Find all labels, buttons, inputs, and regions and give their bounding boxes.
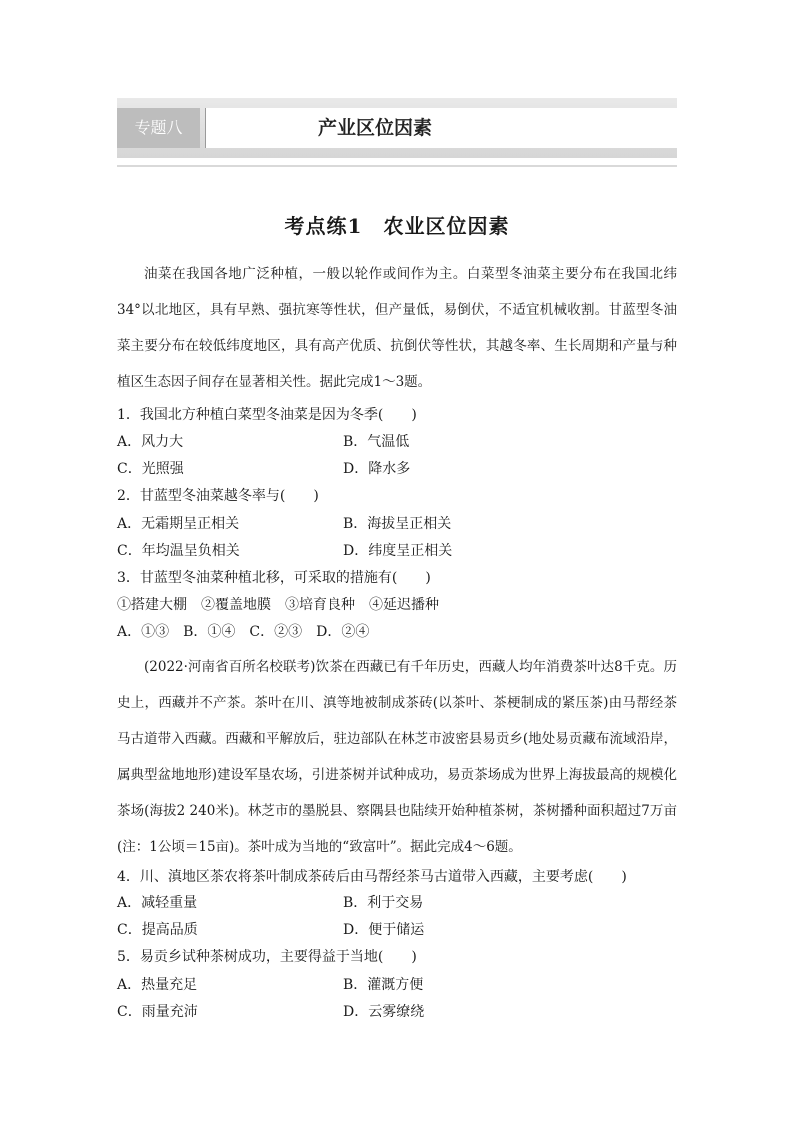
q5-option-d: D．云雾缭绕 [343, 1004, 425, 1020]
reading-passage-2: (2022·河南省百所名校联考)饮茶在西藏已有千年历史，西藏人均年消费茶叶达8千克。历史上，西藏并不产茶。茶叶在川、滇等地被制成茶砖(以茶叶、茶梗制成的紧压茶)由马帮经茶马古道带入西藏。西藏和平解放后，驻边部队在林芝市波密县易贡乡(地处易贡藏布流域沿岸，属典型盆地地形)建设军垦农场，引进茶树并试种成功，易贡茶场成为世界上海拔最高的规模化茶场(海拔2 240米)。林芝市的墨脱县、察隅县也陆续开始种植茶树，茶树播种面积超过7万亩(注：1公顷＝15亩)。茶叶成为当地的“致富叶”。据此完成4～6题。 [117, 659, 677, 855]
q1-option-b: B．气温低 [343, 434, 410, 450]
q1-option-c: C．光照强 [117, 461, 184, 477]
q2-option-c: C．年均温呈负相关 [117, 543, 240, 559]
q2-option-a: A．无霜期呈正相关 [117, 516, 240, 532]
q2-option-b: B．海拔呈正相关 [343, 516, 452, 532]
header-divider [117, 165, 677, 167]
q1-option-a: A．风力大 [117, 434, 184, 450]
q5-option-c: C．雨量充沛 [117, 1004, 198, 1020]
question-2-stem: 2．甘蓝型冬油菜越冬率与( ) [117, 488, 319, 504]
q5-option-b: B．灌溉方便 [343, 977, 424, 993]
q4-option-b: B．利于交易 [343, 895, 424, 911]
q4-option-c: C．提高品质 [117, 922, 198, 938]
reading-passage-1: 油菜在我国各地广泛种植，一般以轮作或间作为主。白菜型冬油菜主要分布在我国北纬34°以北地区，具有早熟、强抗寒等性状，但产量低，易倒伏，不适宜机械收割。甘蓝型冬油菜主要分布在较低纬度地区，具有高产优质、抗倒伏等性状，其越冬率、生长周期和产量与种植区生态因子间存在显著相关性。据此完成1～3题。 [117, 266, 677, 390]
q4-option-d: D．便于储运 [343, 922, 425, 938]
q3-choices: ①搭建大棚 ②覆盖地膜 ③培育良种 ④延迟播种 [117, 597, 439, 613]
question-5-stem: 5．易贡乡试种茶树成功，主要得益于当地( ) [117, 949, 417, 965]
question-3-stem: 3．甘蓝型冬油菜种植北移，可采取的措施有( ) [117, 570, 431, 586]
q2-option-d: D．纬度呈正相关 [343, 543, 453, 559]
section-title: 考点练1 农业区位因素 [284, 214, 510, 238]
topic-label: 专题八 [117, 108, 200, 148]
question-4-stem: 4．川、滇地区茶农将茶叶制成茶砖后由马帮经茶马古道带入西藏，主要考虑( ) [117, 869, 627, 885]
q1-option-d: D．降水多 [343, 461, 411, 477]
question-1-stem: 1．我国北方种植白菜型冬油菜是因为冬季( ) [117, 407, 417, 423]
q3-options: A．①③ B．①④ C．②③ D．②④ [117, 624, 370, 640]
topic-title: 产业区位因素 [317, 117, 432, 139]
q4-option-a: A．减轻重量 [117, 895, 198, 911]
q5-option-a: A．热量充足 [117, 977, 198, 993]
